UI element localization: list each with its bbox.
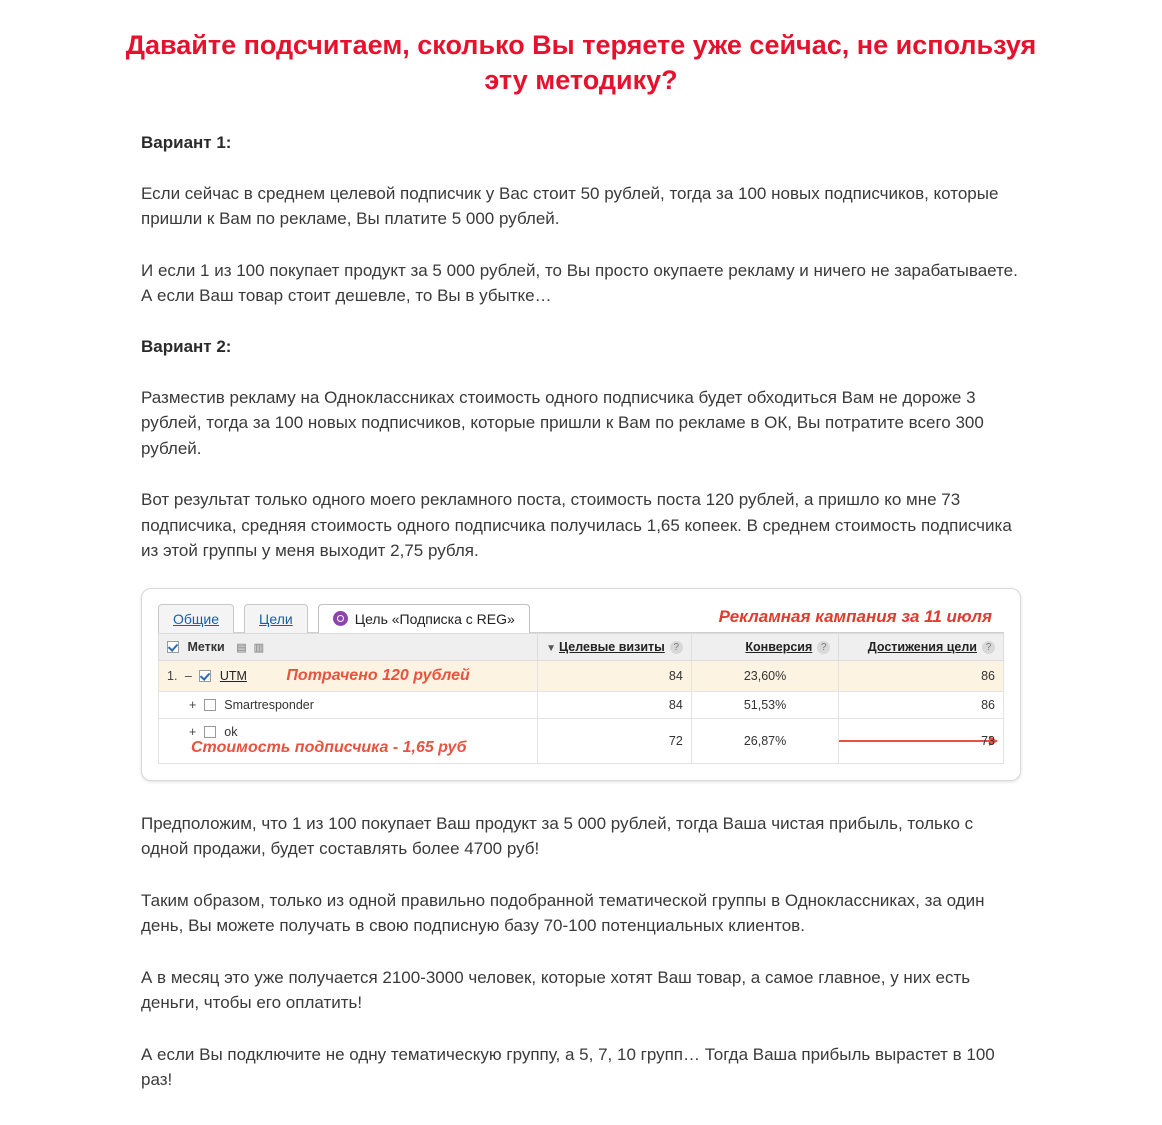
row-conversion: 51,53% bbox=[691, 691, 838, 718]
conclusion-paragraph-3: А в месяц это уже получается 2100-3000 человек, которые хотят Ваш товар, а самое главное, у них есть деньги, чтобы его оплатить! bbox=[141, 967, 971, 1013]
variant-1-paragraph-1: Если сейчас в среднем целевой подписчик у Вас стоит 50 рублей, тогда за 100 новых подписчиков, которые пришли к Вам по рекламе, Вы платите 5 000 рублей. bbox=[141, 183, 999, 229]
goal-icon bbox=[333, 611, 348, 626]
analytics-tabs bbox=[158, 603, 1004, 633]
row-visits: 72 bbox=[538, 718, 692, 763]
metrics-table bbox=[158, 633, 1004, 764]
row-index: 1. bbox=[167, 668, 178, 683]
header-conversion-text: Конверсия bbox=[745, 639, 813, 654]
row-label[interactable]: Smartresponder bbox=[224, 697, 314, 712]
help-icon[interactable]: ? bbox=[817, 641, 830, 654]
row-label-cell[interactable] bbox=[159, 718, 538, 763]
table-header-row bbox=[159, 633, 1004, 660]
row-checkbox[interactable] bbox=[199, 670, 211, 682]
variant-1-heading: Вариант 1: bbox=[141, 133, 232, 153]
sort-desc-icon[interactable]: ▼ bbox=[546, 642, 556, 654]
campaign-title: Рекламная кампания за 11 июля bbox=[718, 606, 992, 626]
row-goals: 73 bbox=[981, 733, 995, 748]
table-row[interactable] bbox=[159, 660, 1004, 691]
row-checkbox[interactable] bbox=[204, 699, 216, 711]
table-view-icons[interactable]: ▤ ▥ bbox=[236, 641, 267, 654]
tab-goal-subscription[interactable] bbox=[318, 604, 530, 633]
table-row[interactable] bbox=[159, 718, 1004, 763]
variant-2-heading: Вариант 2: bbox=[141, 336, 232, 356]
row-expander-icon[interactable]: – bbox=[184, 668, 192, 683]
tab-obschie[interactable]: Общие bbox=[158, 604, 234, 633]
row-conversion: 26,87% bbox=[691, 718, 838, 763]
tab-goal-label: Цель «Подписка с REG» bbox=[354, 610, 515, 627]
analytics-screenshot bbox=[141, 588, 1021, 781]
conclusion-paragraph-1: Предположим, что 1 из 100 покупает Ваш продукт за 5 000 рублей, тогда Ваша чистая прибыль, только с одной продажи, будет составлять более 4700 руб! bbox=[141, 813, 974, 859]
header-goals[interactable] bbox=[839, 633, 1004, 660]
header-visits[interactable] bbox=[538, 633, 692, 660]
row-goals: 86 bbox=[839, 660, 1004, 691]
annotation-arrow-icon bbox=[839, 740, 997, 742]
row-label-cell[interactable] bbox=[159, 691, 538, 718]
row-goals-cell bbox=[839, 718, 1004, 763]
row-expander-icon[interactable]: + bbox=[189, 724, 197, 739]
variant-2-paragraph-1: Разместив рекламу на Одноклассниках стоимость одного подписчика будет обходиться Вам не дороже 3 рублей, тогда за 100 новых подписчиков, которые пришли к Вам по рекламе в ОК, Вы потратите всего 300 рублей. bbox=[141, 387, 984, 458]
row-expander-icon[interactable]: + bbox=[189, 697, 197, 712]
table-row[interactable] bbox=[159, 691, 1004, 718]
header-goals-text: Достижения цели bbox=[867, 639, 977, 654]
header-labels-text: Метки bbox=[187, 639, 225, 654]
variant-2-paragraph-2: Вот результат только одного моего рекламного поста, стоимость поста 120 рублей, а пришло ко мне 73 подписчика, средняя стоимость одного подписчика получилась 1,65 копеек. В среднем стоимость подписчика из этой группы у меня выходит 2,75 рубля. bbox=[141, 490, 1012, 561]
row-checkbox[interactable] bbox=[204, 726, 216, 738]
page-title: Давайте подсчитаем, сколько Вы теряете уже сейчас, не используя эту методику? bbox=[125, 30, 1037, 95]
variant-1-paragraph-2: И если 1 из 100 покупает продукт за 5 000 рублей, то Вы просто окупаете рекламу и ничего не зарабатываете. А если Ваш товар стоит дешевле, то Вы в убытке… bbox=[141, 260, 1018, 306]
row-label[interactable]: ok bbox=[224, 724, 238, 739]
header-conversion[interactable] bbox=[691, 633, 838, 660]
row-annotation: Потрачено 120 рублей bbox=[286, 666, 470, 684]
analytics-panel bbox=[141, 588, 1021, 781]
help-icon[interactable]: ? bbox=[982, 641, 995, 654]
conclusion-paragraph-2: Таким образом, только из одной правильно подобранной тематической группы в Одноклассниках, за один день, Вы можете получать в свою подписную базу 70-100 потенциальных клиентов. bbox=[141, 890, 985, 936]
row-visits: 84 bbox=[538, 691, 692, 718]
tab-celi[interactable]: Цели bbox=[244, 604, 308, 633]
row-conversion: 23,60% bbox=[691, 660, 838, 691]
row-annotation: Стоимость подписчика - 1,65 руб bbox=[191, 738, 467, 756]
header-visits-text: Целевые визиты bbox=[558, 639, 665, 654]
row-label-cell[interactable] bbox=[159, 660, 538, 691]
row-visits: 84 bbox=[538, 660, 692, 691]
header-labels[interactable] bbox=[159, 633, 538, 660]
select-all-checkbox[interactable] bbox=[167, 641, 179, 653]
row-label[interactable]: UTM bbox=[219, 668, 247, 683]
article-content bbox=[141, 131, 1021, 1093]
row-goals: 86 bbox=[839, 691, 1004, 718]
conclusion-paragraph-4: А если Вы подключите не одну тематическую группу, а 5, 7, 10 групп… Тогда Ваша прибыль вырастет в 100 раз! bbox=[141, 1044, 995, 1090]
help-icon[interactable]: ? bbox=[670, 641, 683, 654]
